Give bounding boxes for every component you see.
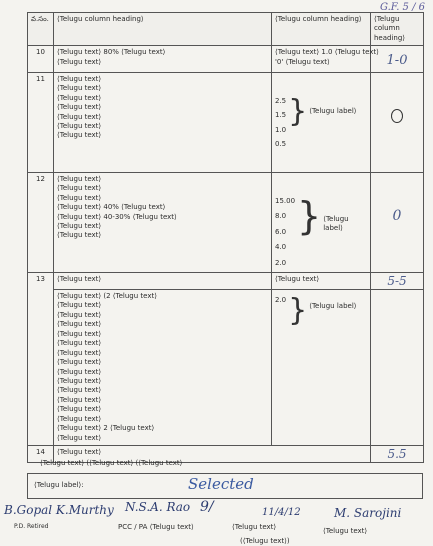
question-line: ⟨Telugu text⟩ 2 ⟨Telugu text⟩ (57, 424, 155, 433)
question-line: ⟨Telugu text⟩ (57, 222, 102, 231)
question-line: ⟨Telugu text⟩ (57, 74, 102, 83)
remarks-label: ⟨Telugu label⟩: (34, 481, 84, 489)
row-question (54, 72, 272, 172)
row-number: 14 (28, 446, 54, 463)
question-line: ⟨Telugu text⟩ (57, 395, 102, 404)
row-number: 10 (28, 46, 54, 73)
footer-note: ⟨Telugu text⟩ (⟨Telugu text⟩ (⟨Telugu text⟩ (40, 459, 183, 467)
question-line: ⟨Telugu text⟩ 80% ⟨Telugu text⟩ (57, 48, 166, 57)
row-question (54, 172, 272, 272)
question-line: ⟨Telugu text⟩ (57, 193, 102, 202)
question-line: ⟨Telugu text⟩ (57, 103, 102, 112)
mark-value: 2.0 (275, 258, 287, 267)
row-marks-detail (272, 172, 371, 272)
page-id: G.F. 5 / 6 (380, 2, 425, 13)
row-title: ⟨Telugu text⟩ (54, 272, 272, 289)
mark-value: 0.5 (275, 140, 287, 149)
table-row (28, 290, 424, 446)
signature-2: N.S.A. Rao (125, 500, 191, 514)
row-number: 13 (28, 272, 54, 445)
question-line: ⟨Telugu text⟩ (57, 414, 102, 423)
table-header (28, 13, 424, 46)
mark-value: 4.0 (275, 243, 287, 252)
mark-value: 2.0 (275, 296, 287, 305)
row-marks-detail (272, 46, 379, 73)
question-line: ⟨Telugu text⟩ (57, 358, 102, 367)
question-line: ⟨Telugu text⟩ (57, 433, 102, 442)
row-score: 5-5 (371, 272, 424, 289)
signature-date: 11/4/12 (262, 507, 301, 518)
question-line: ⟨Telugu text⟩ (57, 376, 102, 385)
signature-1-label: P.D. Retired (14, 523, 49, 530)
question-line: ⟨Telugu text⟩ (57, 122, 102, 131)
header-question: ⟨Telugu column heading⟩ (54, 13, 272, 46)
row-score-empty (371, 290, 424, 446)
row-score (371, 172, 424, 272)
question-line: ⟨Telugu text⟩ (57, 57, 102, 66)
mark-value: 15.00 (275, 196, 296, 205)
row-score: 5.5 (371, 446, 424, 463)
marks-label: ⟨Telugu label⟩ (323, 214, 349, 233)
row-number: 12 (28, 172, 54, 272)
row-question: ⟨Telugu text⟩ (54, 446, 371, 463)
signature-2-label: PCC / PA ⟨Telugu text⟩ (118, 523, 194, 531)
signature-3: 9/ (200, 499, 214, 515)
question-line: ⟨Telugu text⟩ (57, 131, 102, 140)
brace-glyph: } (288, 93, 308, 129)
question-line: ⟨Telugu text⟩ (57, 184, 102, 193)
mark-value: 2.5 (275, 96, 287, 105)
row-header-marks: ⟨Telugu text⟩ (272, 272, 371, 289)
signature-4: M. Sarojini (334, 506, 402, 520)
marks-line: ⟨Telugu text⟩ 1.0 ⟨Telugu text⟩ (275, 48, 379, 57)
row-score (371, 72, 424, 172)
marks-line: '0' ⟨Telugu text⟩ (275, 57, 330, 66)
row-score: 1-0 (371, 46, 424, 73)
marks-label: ⟨Telugu label⟩ (309, 106, 357, 115)
question-line: ⟨Telugu text⟩ (57, 339, 102, 348)
marks-label: ⟨Telugu label⟩ (309, 302, 357, 311)
zero-circle-mark (391, 109, 403, 123)
signature-3-label: ⟨Telugu text⟩ (232, 523, 277, 531)
question-line: ⟨Telugu text⟩ 40% ⟨Telugu text⟩ (57, 203, 166, 212)
signature-3-sub: (⟨Telugu text⟩) (240, 537, 290, 545)
table-row (28, 46, 424, 73)
remarks-value: Selected (188, 475, 254, 493)
row-question (54, 46, 272, 73)
question-line: ⟨Telugu text⟩ (2 ⟨Telugu text⟩ (57, 292, 157, 301)
question-line: ⟨Telugu text⟩ (57, 231, 102, 240)
row-marks-detail (272, 290, 371, 446)
table-row (28, 72, 424, 172)
row-number: 11 (28, 72, 54, 172)
question-line: ⟨Telugu text⟩ (57, 405, 102, 414)
signature-1: B.Gopal K.Murthy (4, 503, 114, 517)
question-line: ⟨Telugu text⟩ (57, 174, 102, 183)
row-marks-detail (272, 72, 371, 172)
score-value: 0 (392, 207, 402, 224)
question-line: ⟨Telugu text⟩ (57, 310, 102, 319)
question-line: ⟨Telugu text⟩ (57, 93, 102, 102)
signature-4-label: ⟨Telugu text⟩ (323, 527, 368, 535)
mark-value: 1.0 (275, 125, 287, 134)
mark-value: 6.0 (275, 227, 287, 236)
question-line: ⟨Telugu text⟩ (57, 386, 102, 395)
mark-value: 1.5 (275, 111, 287, 120)
header-marks-detail: ⟨Telugu column heading⟩ (272, 13, 371, 46)
table-row (28, 272, 424, 289)
header-sno: వ.సం. (28, 13, 54, 46)
brace-glyph: } (297, 193, 322, 238)
brace-glyph: } (288, 293, 308, 329)
question-line: ⟨Telugu text⟩ (57, 301, 102, 310)
question-line: ⟨Telugu text⟩ 40-30% ⟨Telugu text⟩ (57, 212, 177, 221)
evaluation-table (27, 12, 424, 463)
question-line: ⟨Telugu text⟩ (57, 329, 102, 338)
header-marks-awarded: ⟨Telugu column heading⟩ (371, 13, 424, 46)
question-line: ⟨Telugu text⟩ (57, 112, 102, 121)
mark-value: 8.0 (275, 212, 287, 221)
remarks-box (27, 473, 423, 499)
row-question (54, 290, 272, 446)
question-line: ⟨Telugu text⟩ (57, 348, 102, 357)
question-line: ⟨Telugu text⟩ (57, 320, 102, 329)
table-row (28, 172, 424, 272)
question-line: ⟨Telugu text⟩ (57, 84, 102, 93)
question-line: ⟨Telugu text⟩ (57, 367, 102, 376)
